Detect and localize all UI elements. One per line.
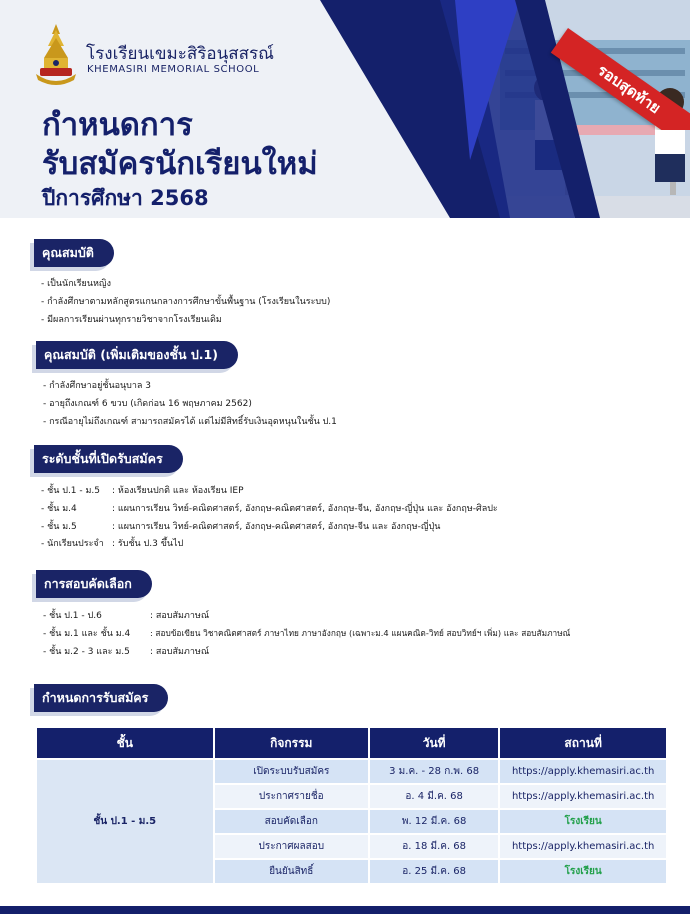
item-label: - ชั้น ป.1 - ม.5 bbox=[41, 486, 101, 496]
item-label: - ชั้น ป.1 - ป.6 bbox=[43, 611, 102, 621]
item-value: : สอบสัมภาษณ์ bbox=[150, 611, 210, 621]
list-item: - กำลังศึกษาตามหลักสูตรแกนกลางการศึกษาขั้นพื้นฐาน (โรงเรียนในระบบ) bbox=[41, 297, 331, 307]
column-header-activity: กิจกรรม bbox=[215, 728, 368, 758]
list-item: - กำลังศึกษาอยู่ชั้นอนุบาล 3 bbox=[43, 381, 152, 391]
place-link[interactable]: https://apply.khemasiri.ac.th bbox=[500, 835, 666, 858]
school-name-english: KHEMASIRI MEMORIAL SCHOOL bbox=[87, 64, 260, 75]
item-label: - นักเรียนประจำ bbox=[41, 539, 104, 549]
section-heading-p1-qualifications: คุณสมบัติ (เพิ่มเติมของชั้น ป.1) bbox=[36, 341, 238, 369]
section-heading-schedule: กำหนดการรับสมัคร bbox=[34, 684, 168, 712]
item-label: - ชั้น ม.1 และ ชั้น ม.4 bbox=[43, 629, 131, 639]
final-round-ribbon: รอบสุดท้าย bbox=[551, 28, 690, 130]
item-value: : แผนการเรียน วิทย์-คณิตศาสตร์, อังกฤษ-คณิตศาสตร์, อังกฤษ-จีน, อังกฤษ-ญี่ปุ่น และ อังกฤษ-ศิลปะ bbox=[112, 504, 498, 514]
place-cell: โรงเรียน bbox=[500, 860, 666, 883]
activity-cell: สอบคัดเลือก bbox=[215, 810, 368, 833]
item-label: - ชั้น ม.4 bbox=[41, 504, 77, 514]
ribbon-container bbox=[540, 0, 690, 130]
header-banner bbox=[0, 0, 690, 218]
list-item: - มีผลการเรียนผ่านทุกรายวิชาจากโรงเรียนเดิม bbox=[41, 315, 222, 325]
list-item: - อายุถึงเกณฑ์ 6 ขวบ (เกิดก่อน 16 พฤษภาคม 2562) bbox=[43, 399, 252, 409]
item-value: : รับชั้น ป.3 ขึ้นไป bbox=[112, 539, 184, 549]
place-cell: โรงเรียน bbox=[500, 810, 666, 833]
footer-bar bbox=[0, 906, 690, 914]
date-cell: อ. 18 มี.ค. 68 bbox=[370, 835, 498, 858]
table-header-row bbox=[37, 728, 666, 758]
school-name-thai: โรงเรียนเขมะสิริอนุสสรณ์ bbox=[86, 44, 274, 64]
list-item bbox=[41, 519, 661, 533]
school-crest-icon bbox=[34, 24, 78, 86]
list-item bbox=[43, 644, 663, 658]
list-item bbox=[43, 626, 663, 640]
activity-cell: เปิดระบบรับสมัคร bbox=[215, 760, 368, 783]
list-item: - กรณีอายุไม่ถึงเกณฑ์ สามารถสมัครได้ แต่ไม่มีสิทธิ์รับเงินอุดหนุนในชั้น ป.1 bbox=[43, 417, 337, 427]
list-item bbox=[41, 483, 661, 497]
item-value: : สอบสัมภาษณ์ bbox=[150, 647, 210, 657]
page-title-line1: กำหนดการ bbox=[42, 107, 193, 143]
column-header-grade: ชั้น bbox=[37, 728, 213, 758]
section-heading-selection: การสอบคัดเลือก bbox=[36, 570, 152, 598]
list-item bbox=[41, 501, 661, 515]
date-cell: 3 ม.ค. - 28 ก.พ. 68 bbox=[370, 760, 498, 783]
item-label: - ชั้น ม.5 bbox=[41, 522, 77, 532]
activity-cell: ประกาศรายชื่อ bbox=[215, 785, 368, 808]
activity-cell: ประกาศผลสอบ bbox=[215, 835, 368, 858]
section-heading-qualifications: คุณสมบัติ bbox=[34, 239, 114, 267]
date-cell: อ. 25 มี.ค. 68 bbox=[370, 860, 498, 883]
activity-cell: ยืนยันสิทธิ์ bbox=[215, 860, 368, 883]
date-cell: อ. 4 มี.ค. 68 bbox=[370, 785, 498, 808]
column-header-date: วันที่ bbox=[370, 728, 498, 758]
academic-year: ปีการศึกษา 2568 bbox=[42, 186, 209, 210]
item-value: : สอบข้อเขียน วิชาคณิตศาสตร์ ภาษาไทย ภาษาอังกฤษ (เฉพาะม.4 แผนคณิต-วิทย์ สอบวิทย์ฯ เพิ่ม) และ สอบสัมภาษณ์ bbox=[150, 628, 571, 638]
item-label: - ชั้น ม.2 - 3 และ ม.5 bbox=[43, 647, 130, 657]
place-link[interactable]: https://apply.khemasiri.ac.th bbox=[500, 760, 666, 783]
page-title-line2: รับสมัครนักเรียนใหม่ bbox=[42, 146, 318, 182]
item-value: : แผนการเรียน วิทย์-คณิตศาสตร์, อังกฤษ-คณิตศาสตร์, อังกฤษ-จีน และ อังกฤษ-ญี่ปุ่น bbox=[112, 522, 441, 532]
section-heading-levels: ระดับชั้นที่เปิดรับสมัคร bbox=[34, 445, 183, 473]
list-item bbox=[41, 536, 661, 550]
list-item bbox=[43, 608, 663, 622]
date-cell: พ. 12 มี.ค. 68 bbox=[370, 810, 498, 833]
column-header-place: สถานที่ bbox=[500, 728, 666, 758]
grade-cell: ชั้น ป.1 - ม.5 bbox=[37, 760, 213, 883]
list-item: - เป็นนักเรียนหญิง bbox=[41, 279, 111, 289]
item-value: : ห้องเรียนปกติ และ ห้องเรียน IEP bbox=[112, 486, 244, 496]
table-row bbox=[37, 760, 666, 783]
schedule-table bbox=[35, 726, 668, 885]
place-link[interactable]: https://apply.khemasiri.ac.th bbox=[500, 785, 666, 808]
